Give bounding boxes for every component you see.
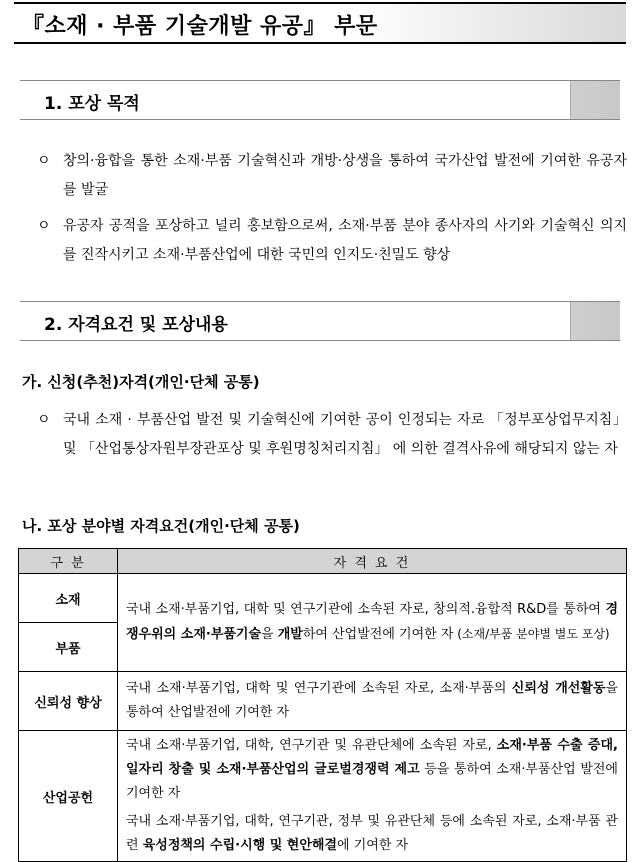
category-reliability: 신뢰성 향상 [19,672,118,731]
industry-requirement-b: 국내 소재·부품기업, 대학, 연구기관, 정부 및 유관단체 등에 소속된 자로, 소재·부품 관련 육성정책의 수립·시행 및 현안해결에 기여한 자 [126,814,618,853]
purpose-bullet-1: ㅇ 창의·융합을 통한 소재·부품 기술혁신과 개방·상생을 통하여 국가산업 발전에 기여한 유공자를 발굴 [37,153,627,198]
document-title: 『소재 · 부품 기술개발 유공』 부문 [22,14,378,39]
table-row [19,672,627,731]
header-category: 구 분 [19,549,118,574]
table-row [19,574,627,623]
section-2-header [20,301,620,341]
table-header-row [19,549,627,574]
section-1-header [20,80,620,120]
category-parts: 부품 [19,623,118,672]
document-title-bar [14,2,626,44]
table-row [19,731,627,862]
header-requirements: 자 격 요 건 [118,549,627,574]
purpose-bullet-2: ㅇ 유공자 공적을 포상하고 널리 홍보함으로써, 소재·부품 분야 종사자의 사기와 기술혁신 의지를 진작시키고 소재·부품산업에 대한 국민의 인지도·친밀도 향상 [37,218,627,263]
section-1-title: 1. 포상 목적 [44,94,140,114]
section-2-title: 2. 자격요건 및 포상내용 [44,315,228,335]
industry-requirement-a: 국내 소재·부품기업, 대학, 연구기관 및 유관단체에 소속된 자로, 소재·부품 수출 증대, 일자리 창출 및 소재·부품산업의 글로벌경쟁력 제고 등을 통하여 소재·부품산업 발전에 기여한 자 [126,738,618,801]
eligibility-bullet: ㅇ 국내 소재 · 부품산업 발전 및 기술혁신에 기여한 공이 인정되는 자로 「정부포상업무지침」 및 「산업통상자원부장관포상 및 후원명칭처리지침」 에 의한 결격사유에 해당되지 않는 자 [37,412,627,457]
category-industry-contribution: 산업공헌 [19,731,118,862]
requirement-materials-parts: 국내 소재·부품기업, 대학 및 연구기관에 소속된 자로, 창의적.융합적 R&D를 통하여 경쟁우위의 소재·부품기술을 개발하여 산업발전에 기여한 자 (소재/부품 분야별 별도 포상) [118,574,627,672]
requirements-table [18,548,627,862]
requirement-reliability: 국내 소재·부품기업, 대학 및 연구기관에 소속된 자로, 소재·부품의 신뢰성 개선활동을 통하여 산업발전에 기여한 자 [118,672,627,731]
requirement-industry-contribution [118,731,627,862]
category-materials: 소재 [19,574,118,623]
subsection-a-title: 가. 신청(추천)자격(개인·단체 공통) [22,373,260,391]
subsection-b-title: 나. 포상 분야별 자격요건(개인·단체 공통) [22,517,300,535]
